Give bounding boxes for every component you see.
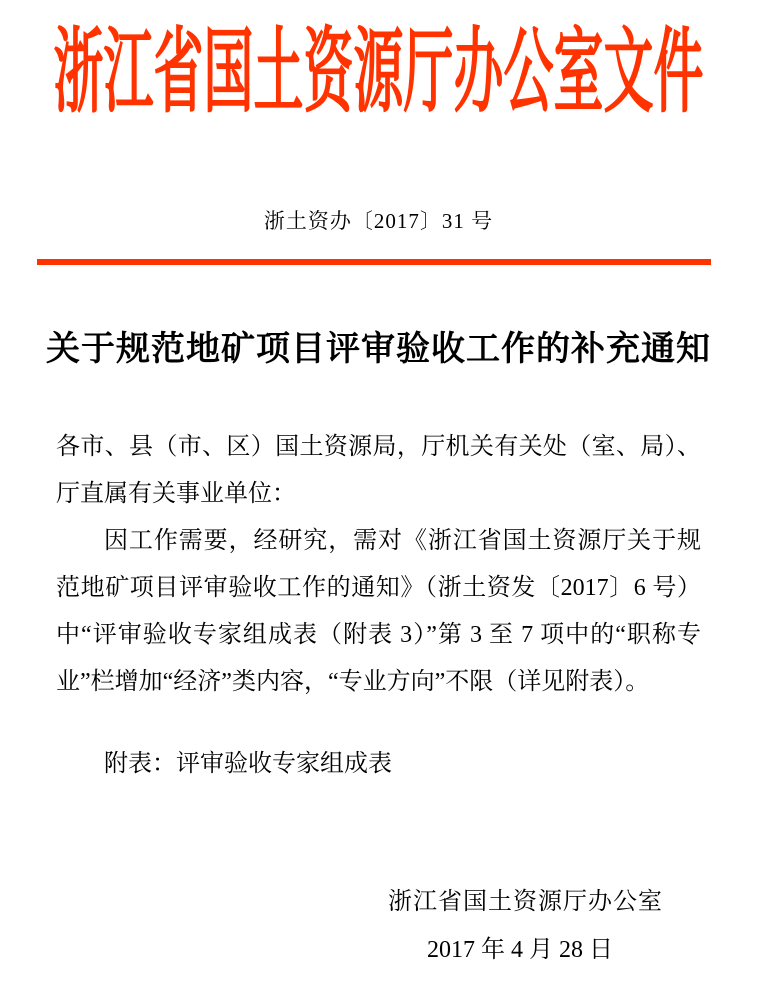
paragraph-line-1: 因工作需要，经研究，需对《浙江省国土资源厅关于规 xyxy=(104,528,701,554)
attachment-note: 附表：评审验收专家组成表 xyxy=(104,751,392,777)
paragraph-line-2: 范地矿项目评审验收工作的通知》（浙土资发〔2017〕6 号） xyxy=(56,575,701,601)
red-divider-rule xyxy=(37,259,711,265)
document-title: 关于规范地矿项目评审验收工作的补充通知 xyxy=(46,331,711,368)
salutation-line-2: 厅直属有关事业单位： xyxy=(56,481,296,507)
masthead-title: 浙江省国土资源厅办公室文件 xyxy=(53,20,704,124)
issue-date: 2017 年 4 月 28 日 xyxy=(427,937,613,963)
paragraph-line-3: 中“评审验收专家组成表（附表 3）”第 3 至 7 项中的“职称专 xyxy=(56,622,701,648)
document-number: 浙土资办〔2017〕31 号 xyxy=(263,209,494,233)
masthead xyxy=(0,20,757,124)
document-body xyxy=(56,424,701,706)
issuer-signature: 浙江省国土资源厅办公室 xyxy=(388,889,663,915)
paragraph-line-4: 业”栏增加“经济”类内容，“专业方向”不限（详见附表）。 xyxy=(56,669,650,695)
salutation-line-1: 各市、县（市、区）国土资源局，厅机关有关处（室、局）、 xyxy=(56,434,701,460)
